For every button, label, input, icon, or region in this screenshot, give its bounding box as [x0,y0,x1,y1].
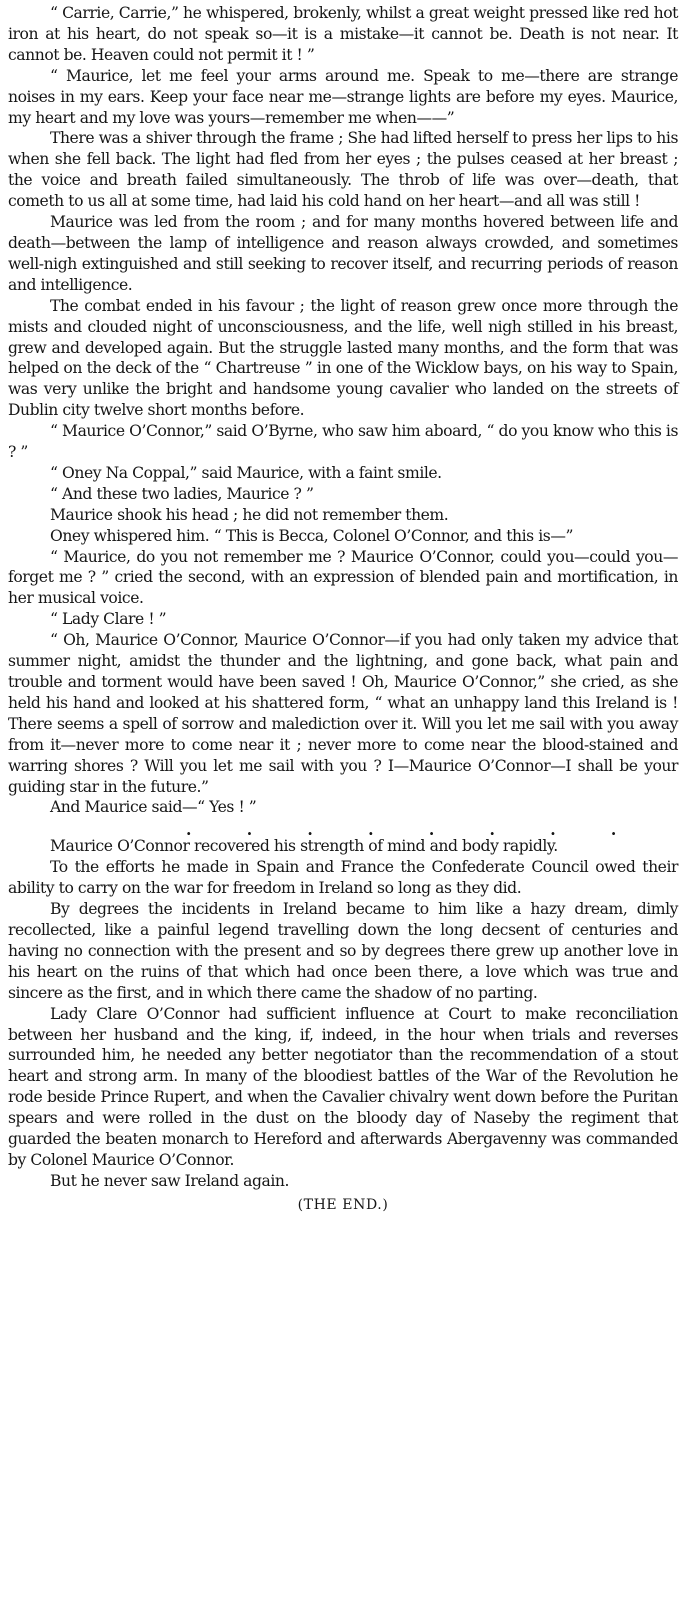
section-break-dot: . [186,820,191,840]
section-break-dots [186,820,616,840]
paragraph-illness: Maurice was led from the room ; and for many months hovered between life and death—between the lamp of intelligence and reason always crowded, and sometimes well-nigh extinguished and still seeking to recover itself, and recurring periods of reason and intelligence. [8,213,678,294]
section-break-dot: . [550,820,556,840]
section-break-dot: . [489,820,495,840]
paragraph-maurice-yes: And Maurice said—“ Yes ! ” [50,798,257,817]
paragraph-strength-recovered: Maurice O’Connor recovered his strength of mind and body rapidly. [50,837,558,856]
paragraph-lady-clare: “ Lady Clare ! ” [50,610,167,629]
paragraph-carrie-plea: “ Maurice, let me feel your arms around me. Speak to me—there are strange noises in my ears. Keep your face near me—strange lights are before my eyes. Maurice, my heart and my love was yours—remember me when——” [8,66,678,127]
paragraph-confederate-council: To the efforts he made in Spain and France the Confederate Council owed their ability to carry on the war for freedom in Ireland so long as they did. [8,858,678,898]
paragraph-clare-question: “ Maurice, do you not remember me ? Maurice O’Connor, could you—could you—forget me ? ” cried the second, with an expression of blended pain and mortification, in her musical voice. [8,547,678,608]
section-break-dot: . [307,820,313,840]
paragraph-carrie-whisper: “ Carrie, Carrie,” he whispered, brokenly, whilst a great weight pressed like red hot iron at his heart, do not speak so—it is a mistake—it cannot be. Death is not near. It cannot be. Heaven could not permit it ! ” [8,4,678,64]
section-break-dot: . [428,820,434,840]
paragraph-ladies-question: “ And these two ladies, Maurice ? ” [50,484,314,503]
story-text-part-one [8,3,678,818]
paragraph-oney-whisper: Oney whispered him. “ This is Becca, Colonel O’Connor, and this is—” [50,526,573,545]
paragraph-death-scene: There was a shiver through the frame ; She had lifted herself to press her lips to his when she fell back. The light had fled from her eyes ; the pulses ceased at her breast ; the voice and breath failed simultaneously. The throb of life was over—death, that cometh to us all at some time, had laid his cold hand on her heart—and all was still ! [8,129,678,211]
paragraph-lady-clare-influence: Lady Clare O’Connor had sufficient influence at Court to make reconciliation between her husband and the king, if, indeed, in the hour when trials and reverses surrounded him, he needed any better negotiator than the recommendation of a stout heart and strong arm. In many of the bloodiest battles of the War of the Revolution he rode beside Prince Rupert, and when the Cavalier chivalry went down before the Puritan spears and were rolled in the dust on the bloody day of Naseby the regiment that guarded the beaten monarch to Hereford and afterwards Abergavenny was commanded by Colonel Maurice O’Connor. [8,1004,678,1169]
story-text-part-two [8,836,678,1191]
section-break-dot: . [610,820,616,840]
paragraph-recovery: The combat ended in his favour ; the light of reason grew once more through the mists and clouded night of unconsciousness, and the life, well nigh stilled in his breast, grew and developed again. But the struggle lasted many months, and the form that was helped on the deck of the “ Chartreuse ” in one of the Wicklow bays, on his way to Spain, was very unlike the bright and handsome young cavalier who landed on the streets of Dublin city twelve short months before. [8,296,678,420]
the-end-label: (THE END.) [297,1196,389,1213]
paragraph-obyrne-question: “ Maurice O’Connor,” said O’Byrne, who saw him aboard, “ do you know who this is ? ” [8,422,678,462]
section-break-dot: . [368,820,374,840]
paragraph-oney-reply: “ Oney Na Coppal,” said Maurice, with a faint smile. [50,463,442,482]
paragraph-never-saw-ireland: But he never saw Ireland again. [50,1171,289,1190]
section-break-dot: . [246,820,252,840]
paragraph-head-shake: Maurice shook his head ; he did not remember them. [50,505,449,524]
paragraph-hazy-dream: By degrees the incidents in Ireland became to him like a hazy dream, dimly recollected, like a painful legend travelling down the long decsent of centuries and having no connection with the present and so by degrees there grew up another love in his heart on the ruins of that which had once been there, a love which was true and sincere as the first, and in which there came the shadow of no parting. [8,900,678,1002]
paragraph-clare-speech: “ Oh, Maurice O’Connor, Maurice O’Connor—if you had only taken my advice that summer night, amidst the thunder and the lightning, and gone back, what pain and trouble and torment would have been saved ! Oh, Maurice O’Connor,” she cried, as she held his hand and looked at his shattered form, “ what an unhappy land this Ireland is ! There seems a spell of sorrow and malediction over it. Will you let me sail with you away from it—never more to come near it ; never more to come near the blood-stained and warring shores ? Will you let me sail with you ? I—Maurice O’Connor—I shall be your guiding star in the future.” [8,631,678,796]
